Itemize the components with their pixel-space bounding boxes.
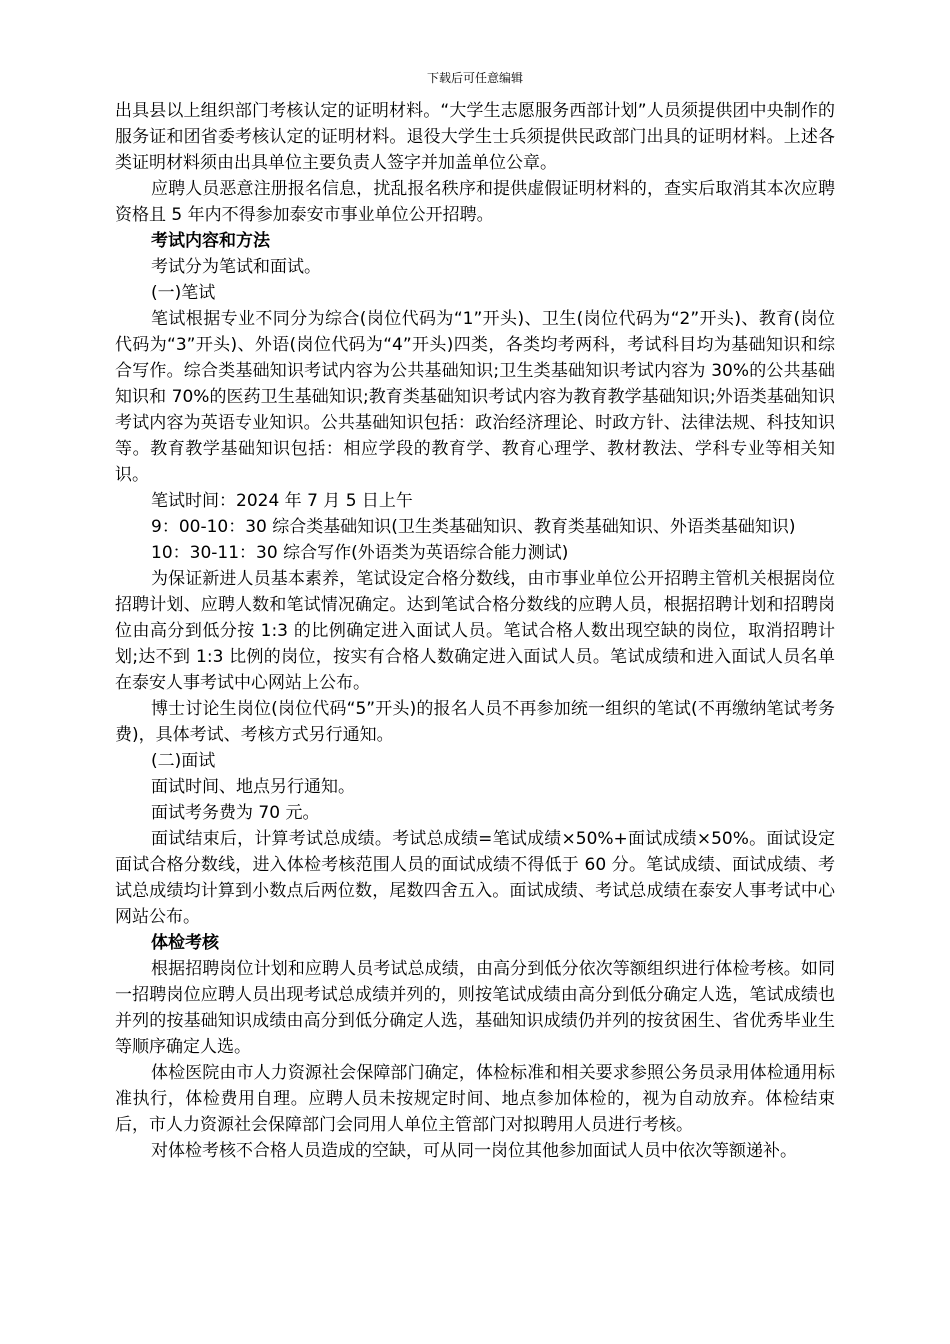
paragraph-interview-time: 面试时间、地点另行通知。	[151, 777, 355, 797]
document-body	[115, 98, 835, 1164]
paragraph-false-info: 应聘人员恶意注册报名信息，扰乱报名秩序和提供虚假证明材料的，查实后取消其本次应聘资格且 5 年内不得参加泰安市事业单位公开招聘。	[115, 179, 835, 225]
paragraph-total-score: 面试结束后，计算考试总成绩。考试总成绩=笔试成绩×50%+面试成绩×50%。面试设定面试合格分数线，进入体检考核范围人员的面试成绩不得低于 60 分。笔试成绩、面试成绩、考试总成绩均计算到小数点后两位数，尾数四舍五入。面试成绩、考试总成绩在泰安人事考试中心网站公布。	[115, 829, 835, 927]
paragraph-passing-score: 为保证新进人员基本素养，笔试设定合格分数线，由市事业单位公开招聘主管机关根据岗位招聘计划、应聘人数和笔试情况确定。达到笔试合格分数线的应聘人员，根据招聘计划和招聘岗位由高分到低分按 1:3 的比例确定进入面试人员。笔试合格人数出现空缺的岗位，取消招聘计划;达不到 1:3 比例的岗位，按实有合格人数确定进入面试人员。笔试成绩和进入面试人员名单在泰安人事考试中心网站上公布。	[115, 569, 835, 693]
paragraph-doctoral: 博士讨论生岗位(岗位代码“5”开头)的报名人员不再参加统一组织的笔试(不再缴纳笔试考务费)，具体考试、考核方式另行通知。	[115, 699, 835, 745]
paragraph-session-1: 9：00-10：30 综合类基础知识(卫生类基础知识、教育类基础知识、外语类基础知识)	[151, 517, 796, 537]
paragraph-physical-order: 根据招聘岗位计划和应聘人员考试总成绩，由高分到低分依次等额组织进行体检考核。如同一招聘岗位应聘人员出现考试总成绩并列的，则按笔试成绩由高分到低分确定人选，笔试成绩也并列的按基础知识成绩由高分到低分确定人选，基础知识成绩仍并列的按贫困生、省优秀毕业生等顺序确定人选。	[115, 959, 835, 1057]
paragraph-written-categories: 笔试根据专业不同分为综合(岗位代码为“1”开头)、卫生(岗位代码为“2”开头)、教育(岗位代码为“3”开头)、外语(岗位代码为“4”开头)四类，各类均考两科，考试科目均为基础知识和综合写作。综合类基础知识考试内容为公共基础知识;卫生类基础知识考试内容为 30%的公共基础知识和 70%的医药卫生基础知识;教育类基础知识考试内容为教育教学基础知识;外语类基础知识考试内容为英语专业知识。公共基础知识包括：政治经济理论、时政方针、法律法规、科技知识等。教育教学基础知识包括：相应学段的教育学、教育心理学、教材教法、学科专业等相关知识。	[115, 309, 835, 485]
subheading-written-exam: (一)笔试	[151, 283, 216, 303]
paragraph-interview-fee: 面试考务费为 70 元。	[151, 803, 320, 823]
paragraph-certificates: 出具县以上组织部门考核认定的证明材料。“大学生志愿服务西部计划”人员须提供团中央制作的服务证和团省委考核认定的证明材料。退役大学生士兵须提供民政部门出具的证明材料。上述各类证明材料须由出具单位主要负责人签字并加盖单位公章。	[115, 101, 835, 173]
paragraph-written-date: 笔试时间：2024 年 7 月 5 日上午	[151, 491, 413, 511]
paragraph-physical-hospital: 体检医院由市人力资源社会保障部门确定，体检标准和相关要求参照公务员录用体检通用标准执行，体检费用自理。应聘人员未按规定时间、地点参加体检的，视为自动放弃。体检结束后，市人力资源社会保障部门会同用人单位主管部门对拟聘用人员进行考核。	[115, 1063, 835, 1135]
subheading-interview: (二)面试	[151, 751, 216, 771]
paragraph-exam-parts: 考试分为笔试和面试。	[151, 257, 321, 277]
paragraph-session-2: 10：30-11：30 综合写作(外语类为英语综合能力测试)	[151, 543, 569, 563]
section-heading-physical: 体检考核	[151, 933, 219, 953]
page-header-note: 下载后可任意编辑	[426, 71, 523, 85]
section-heading-exam: 考试内容和方法	[151, 231, 270, 251]
paragraph-vacancy-fill: 对体检考核不合格人员造成的空缺，可从同一岗位其他参加面试人员中依次等额递补。	[151, 1141, 797, 1161]
